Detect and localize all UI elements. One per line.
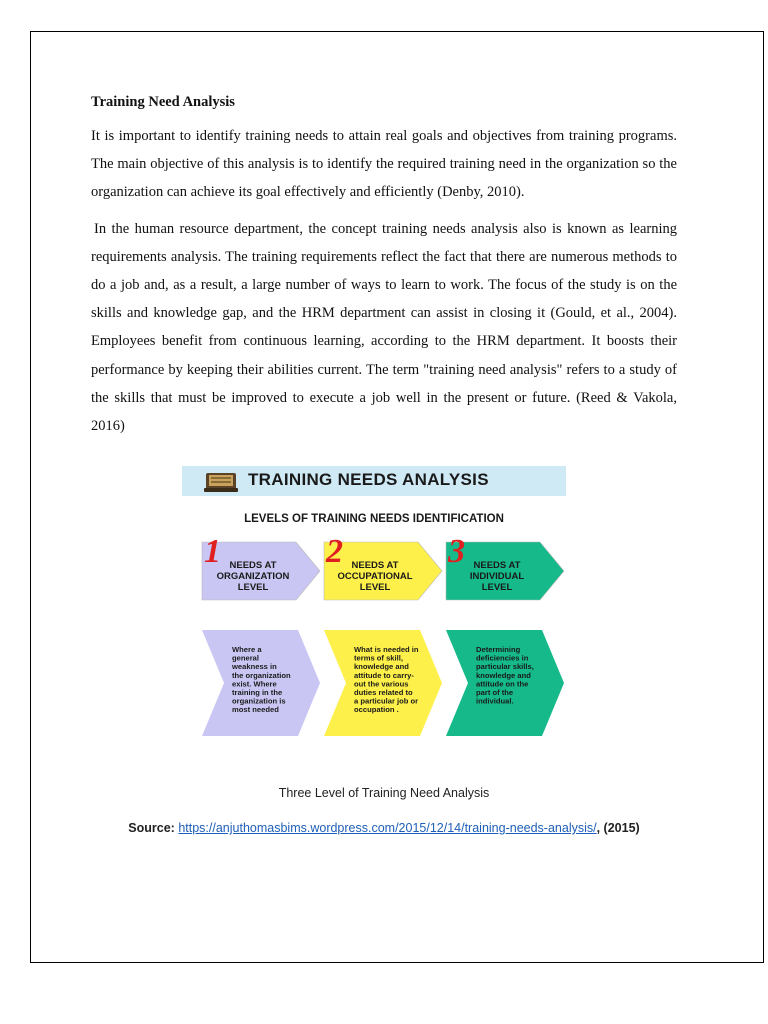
level-1-label-line: NEEDS AT — [229, 560, 277, 571]
level-1-desc-line: the organization — [232, 670, 291, 680]
level-2-desc-line: out the various — [354, 679, 409, 689]
source-link[interactable]: https://anjuthomasbims.wordpress.com/2015/12/14/training-needs-analysis/ — [178, 821, 597, 835]
level-1-desc-line: Where a — [232, 645, 262, 654]
level-3-desc-line: part of the — [476, 688, 514, 697]
level-3-label-line: INDIVIDUAL — [469, 571, 525, 582]
level-3-number: 3 — [448, 533, 465, 570]
level-1-desc-line: most needed — [232, 705, 279, 715]
level-3-label-line: NEEDS AT — [473, 560, 521, 571]
level-2-desc-line: What is needed in — [354, 645, 419, 654]
level-1-number: 1 — [204, 533, 221, 570]
levels-layer — [202, 533, 564, 736]
level-2-label-line: LEVEL — [359, 582, 391, 593]
level-3-desc-line: attitude on the — [476, 679, 529, 689]
level-2-desc-line: duties related to — [354, 688, 413, 697]
document-body — [91, 92, 677, 448]
level-3-desc-line: deficiencies in — [476, 653, 529, 663]
level-2-number: 2 — [326, 533, 343, 570]
section-heading: Training Need Analysis — [91, 94, 235, 110]
level-1-label-line: LEVEL — [237, 582, 269, 593]
level-1-desc-line: organization is — [232, 696, 286, 706]
paragraph-2: In the human resource department, the concept training needs analysis also is known as learning requirements analysis. The training requirements reflect the fact that there are numerous methods to do a job and, as a result, a large number of ways to learn to work. The focus of the study is on the skills and knowledge gap, and the HRM department can assist in closing it (Gould, et al., 2004). Employees benefit from continuous learning, according to the HRM department. It boosts their performance by keeping their abilities current. The term "training need analysis" refers to a study of the skills that must be improved to execute a job well in the present or future. (Reed & Vakola, 2016) — [91, 220, 677, 435]
level-1-desc-line: exist. Where — [232, 679, 277, 689]
level-3-desc-line: knowledge and — [476, 670, 531, 680]
level-2-desc-line: terms of skill, — [354, 653, 403, 663]
level-3-desc-line: individual. — [476, 696, 514, 706]
level-3-desc-line: Determining — [476, 645, 521, 654]
level-2-desc-line: a particular job or — [354, 696, 419, 706]
figure-source — [0, 821, 768, 835]
level-2-label-line: NEEDS AT — [351, 560, 399, 571]
level-1-desc-line: weakness in — [232, 662, 277, 672]
level-2-desc-line: attitude to carry- — [354, 670, 414, 680]
level-2-label-line: OCCUPATIONAL — [337, 571, 413, 582]
source-label: Source: — [128, 821, 175, 835]
level-2-desc-line: knowledge and — [354, 662, 409, 672]
training-needs-figure — [182, 466, 566, 758]
level-1-desc-line: general — [232, 653, 260, 663]
level-3-label-line: LEVEL — [481, 582, 513, 593]
paragraph-1: It is important to identify training needs to attain real goals and objectives from training programs. The main objective of this analysis is to identify the required training need in the organization so the organization can achieve its goal effectively and efficiently (Denby, 2010). — [91, 128, 677, 201]
level-1-desc-line: training in the — [232, 688, 283, 697]
book-icon — [204, 473, 238, 492]
level-2-desc-line: occupation . — [354, 705, 399, 715]
level-1-label-line: ORGANIZATION — [216, 571, 290, 582]
figure-subtitle: LEVELS OF TRAINING NEEDS IDENTIFICATION — [244, 513, 504, 525]
source-suffix: , (2015) — [596, 821, 640, 835]
figure-banner-title: TRAINING NEEDS ANALYSIS — [248, 470, 489, 489]
figure-caption: Three Level of Training Need Analysis — [278, 786, 490, 800]
figure-graphic — [182, 466, 566, 758]
level-3-desc-line: particular skills, — [476, 662, 534, 672]
